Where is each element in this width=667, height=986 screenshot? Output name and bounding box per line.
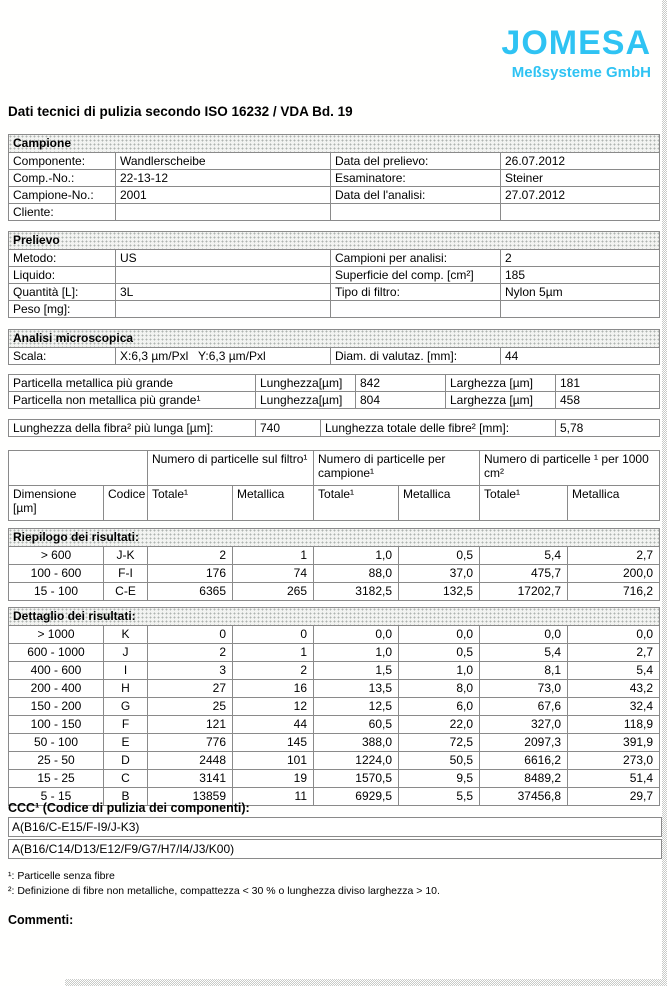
value-cell: 73,0 [480, 680, 568, 698]
value-cell: 0,0 [568, 626, 660, 644]
field-value: 458 [556, 392, 660, 409]
table-row [9, 770, 660, 788]
field-label: Data del prelievo: [331, 153, 501, 170]
prelievo-table [8, 231, 660, 318]
table-row [9, 170, 660, 187]
value-cell: 200,0 [568, 565, 660, 583]
value-cell: 29,7 [568, 788, 660, 806]
table-row [9, 301, 660, 318]
group-header-per-1000cm2: Numero di particelle ¹ per 1000 cm² [480, 451, 660, 486]
field-value: 3L [116, 284, 331, 301]
value-cell: 121 [148, 716, 233, 734]
logo-subtitle-text: Meßsysteme GmbH [511, 63, 651, 81]
table-row [9, 752, 660, 770]
code-cell: J-K [104, 547, 148, 565]
value-cell: 265 [233, 583, 314, 601]
field-value: 27.07.2012 [501, 187, 660, 204]
value-cell: 475,7 [480, 565, 568, 583]
section-header-campione: Campione [9, 135, 660, 153]
code-cell: I [104, 662, 148, 680]
value-cell: 9,5 [399, 770, 480, 788]
table-row [9, 680, 660, 698]
field-value: 2 [501, 250, 660, 267]
dimension-cell: 200 - 400 [9, 680, 104, 698]
value-cell: 74 [233, 565, 314, 583]
vertical-scrollbar-track[interactable] [662, 0, 667, 986]
field-label: Lunghezza[µm] [256, 392, 356, 409]
table-row [9, 565, 660, 583]
section-header-row [9, 330, 660, 348]
ccc-header: CCC¹ (Codice di pulizia dei componenti): [8, 801, 250, 815]
value-cell: 32,4 [568, 698, 660, 716]
blank-header-cell [9, 451, 148, 486]
field-value: Nylon 5µm [501, 284, 660, 301]
value-cell: 37456,8 [480, 788, 568, 806]
value-cell: 2,7 [568, 547, 660, 565]
dimension-cell: > 1000 [9, 626, 104, 644]
table-row [9, 716, 660, 734]
value-cell: 17202,7 [480, 583, 568, 601]
field-value: 842 [356, 375, 446, 392]
value-cell: 176 [148, 565, 233, 583]
table-row [9, 284, 660, 301]
column-header-total: Totale¹ [148, 486, 233, 521]
value-cell: 50,5 [399, 752, 480, 770]
value-cell: 16 [233, 680, 314, 698]
field-value: 740 [256, 420, 321, 437]
value-cell: 132,5 [399, 583, 480, 601]
section-header-riepilogo: Riepilogo dei risultati: [9, 529, 660, 547]
column-header-metallic: Metallica [399, 486, 480, 521]
value-cell: 273,0 [568, 752, 660, 770]
field-label: Larghezza [µm] [446, 392, 556, 409]
dimension-cell: 400 - 600 [9, 662, 104, 680]
field-label: Tipo di filtro: [331, 284, 501, 301]
value-cell: 1570,5 [314, 770, 399, 788]
value-cell: 1,0 [399, 662, 480, 680]
table-row [9, 644, 660, 662]
code-cell: F-I [104, 565, 148, 583]
dimension-cell: 100 - 600 [9, 565, 104, 583]
code-cell: H [104, 680, 148, 698]
field-value [501, 204, 660, 221]
value-cell: 13859 [148, 788, 233, 806]
value-cell: 22,0 [399, 716, 480, 734]
value-cell: 72,5 [399, 734, 480, 752]
value-cell: 2,7 [568, 644, 660, 662]
field-label: Metodo: [9, 250, 116, 267]
value-cell: 5,4 [480, 547, 568, 565]
field-value [116, 267, 331, 284]
value-cell: 88,0 [314, 565, 399, 583]
field-label: Superficie del comp. [cm²] [331, 267, 501, 284]
table-row [9, 250, 660, 267]
field-label: Diam. di valutaz. [mm]: [331, 348, 501, 365]
comments-label: Commenti: [8, 913, 74, 927]
value-cell: 1224,0 [314, 752, 399, 770]
value-cell: 1,0 [314, 547, 399, 565]
field-value: 44 [501, 348, 660, 365]
value-cell: 3 [148, 662, 233, 680]
value-cell: 1 [233, 547, 314, 565]
section-header-row [9, 529, 660, 547]
code-cell: E [104, 734, 148, 752]
section-header-row [9, 608, 660, 626]
value-cell: 2 [233, 662, 314, 680]
value-cell: 8,1 [480, 662, 568, 680]
value-cell: 51,4 [568, 770, 660, 788]
value-cell: 6616,2 [480, 752, 568, 770]
table-row [9, 392, 660, 409]
value-cell: 1,5 [314, 662, 399, 680]
ccc-code-box: A(B16/C-E15/F-I9/J-K3) [8, 817, 662, 837]
field-value: 26.07.2012 [501, 153, 660, 170]
code-cell: B [104, 788, 148, 806]
analisi-table [8, 329, 660, 365]
table-row [9, 375, 660, 392]
field-label: Quantità [L]: [9, 284, 116, 301]
value-cell: 12 [233, 698, 314, 716]
value-cell: 2448 [148, 752, 233, 770]
field-label: Scala: [9, 348, 116, 365]
code-cell: J [104, 644, 148, 662]
field-label: Campione-No.: [9, 187, 116, 204]
field-label: Campioni per analisi: [331, 250, 501, 267]
value-cell: 2097,3 [480, 734, 568, 752]
section-header-row [9, 232, 660, 250]
ccc-code-box: A(B16/C14/D13/E12/F9/G7/H7/I4/J3/K00) [8, 839, 662, 859]
value-cell: 8489,2 [480, 770, 568, 788]
code-cell: C [104, 770, 148, 788]
dimension-cell: > 600 [9, 547, 104, 565]
value-cell: 25 [148, 698, 233, 716]
value-cell: 5,4 [480, 644, 568, 662]
dettaglio-table [8, 607, 660, 806]
value-cell: 0,5 [399, 644, 480, 662]
value-cell: 67,6 [480, 698, 568, 716]
table-row [9, 420, 660, 437]
ccc-section [8, 801, 659, 859]
dimension-cell: 150 - 200 [9, 698, 104, 716]
value-cell: 43,2 [568, 680, 660, 698]
code-cell: F [104, 716, 148, 734]
table-row [9, 348, 660, 365]
field-label: Lunghezza[µm] [256, 375, 356, 392]
value-cell: 12,5 [314, 698, 399, 716]
code-cell: G [104, 698, 148, 716]
footnote-2: ²: Definizione di fibre non metalliche, compattezza < 30 % o lunghezza diviso larghezza > 10. [8, 885, 440, 897]
table-row [9, 626, 660, 644]
value-cell: 0,0 [399, 626, 480, 644]
value-cell: 19 [233, 770, 314, 788]
section-header-analisi: Analisi microscopica [9, 330, 660, 348]
dimension-cell: 25 - 50 [9, 752, 104, 770]
logo-jomesa-text: JOMESA [501, 24, 651, 62]
dimension-cell: 50 - 100 [9, 734, 104, 752]
value-cell: 0,0 [480, 626, 568, 644]
table-row [9, 187, 660, 204]
value-cell: 8,0 [399, 680, 480, 698]
largest-particle-table [8, 374, 660, 409]
footnote-1: ¹: Particelle senza fibre [8, 870, 115, 882]
field-label: Cliente: [9, 204, 116, 221]
value-cell: 101 [233, 752, 314, 770]
column-header-row [9, 486, 660, 521]
value-cell: 6,0 [399, 698, 480, 716]
field-value: Steiner [501, 170, 660, 187]
value-cell: 2 [148, 547, 233, 565]
value-cell: 44 [233, 716, 314, 734]
section-header-prelievo: Prelievo [9, 232, 660, 250]
column-header-total: Totale¹ [480, 486, 568, 521]
field-value [501, 301, 660, 318]
field-label: Peso [mg]: [9, 301, 116, 318]
value-cell: 327,0 [480, 716, 568, 734]
campione-table [8, 134, 660, 221]
value-cell: 13,5 [314, 680, 399, 698]
code-cell: K [104, 626, 148, 644]
footnotes [8, 869, 659, 899]
field-label: Liquido: [9, 267, 116, 284]
table-row [9, 734, 660, 752]
field-value [116, 204, 331, 221]
field-label [331, 204, 501, 221]
value-cell: 118,9 [568, 716, 660, 734]
value-cell: 0 [233, 626, 314, 644]
column-header-total: Totale¹ [314, 486, 399, 521]
dimension-cell: 100 - 150 [9, 716, 104, 734]
value-cell: 5,4 [568, 662, 660, 680]
value-cell: 716,2 [568, 583, 660, 601]
value-cell: 60,5 [314, 716, 399, 734]
field-value: 185 [501, 267, 660, 284]
table-row [9, 547, 660, 565]
field-value: 181 [556, 375, 660, 392]
fiber-table [8, 419, 660, 437]
group-header-sample: Numero di particelle per campione¹ [314, 451, 480, 486]
column-header-dimension: Dimensione [µm] [9, 486, 104, 521]
table-row [9, 698, 660, 716]
column-header-metallic: Metallica [233, 486, 314, 521]
riepilogo-table [8, 528, 660, 601]
field-value: 804 [356, 392, 446, 409]
field-label: Componente: [9, 153, 116, 170]
field-value: 5,78 [556, 420, 660, 437]
field-label [331, 301, 501, 318]
field-label: Comp.-No.: [9, 170, 116, 187]
field-label: Larghezza [µm] [446, 375, 556, 392]
value-cell: 145 [233, 734, 314, 752]
value-cell: 1 [233, 644, 314, 662]
page-title: Dati tecnici di pulizia secondo ISO 16232 / VDA Bd. 19 [8, 104, 353, 119]
field-label: Data del l'analisi: [331, 187, 501, 204]
column-header-metallic: Metallica [568, 486, 660, 521]
company-logo [501, 26, 651, 80]
code-cell: C-E [104, 583, 148, 601]
field-value: 2001 [116, 187, 331, 204]
horizontal-scrollbar-track[interactable] [65, 979, 662, 986]
value-cell: 0 [148, 626, 233, 644]
table-row [9, 204, 660, 221]
field-label: Esaminatore: [331, 170, 501, 187]
field-label: Particella non metallica più grande¹ [9, 392, 256, 409]
value-cell: 11 [233, 788, 314, 806]
field-label: Lunghezza totale delle fibre² [mm]: [321, 420, 556, 437]
table-row [9, 267, 660, 284]
field-value: US [116, 250, 331, 267]
value-cell: 5,5 [399, 788, 480, 806]
value-cell: 27 [148, 680, 233, 698]
value-cell: 0,5 [399, 547, 480, 565]
value-cell: 3182,5 [314, 583, 399, 601]
value-cell: 3141 [148, 770, 233, 788]
value-cell: 0,0 [314, 626, 399, 644]
group-header-filter: Numero di particelle sul filtro¹ [148, 451, 314, 486]
value-cell: 6365 [148, 583, 233, 601]
table-row [9, 662, 660, 680]
code-cell: D [104, 752, 148, 770]
table-row [9, 583, 660, 601]
value-cell: 1,0 [314, 644, 399, 662]
value-cell: 6929,5 [314, 788, 399, 806]
field-value: 22-13-12 [116, 170, 331, 187]
field-label: Particella metallica più grande [9, 375, 256, 392]
results-header-table [8, 450, 660, 521]
dimension-cell: 5 - 15 [9, 788, 104, 806]
table-row [9, 153, 660, 170]
section-header-dettaglio: Dettaglio dei risultati: [9, 608, 660, 626]
field-label: Lunghezza della fibra² più lunga [µm]: [9, 420, 256, 437]
value-cell: 391,9 [568, 734, 660, 752]
value-cell: 388,0 [314, 734, 399, 752]
column-header-code: Codice [104, 486, 148, 521]
group-header-row [9, 451, 660, 486]
value-cell: 2 [148, 644, 233, 662]
dimension-cell: 15 - 100 [9, 583, 104, 601]
field-value [116, 301, 331, 318]
section-header-row [9, 135, 660, 153]
value-cell: 37,0 [399, 565, 480, 583]
field-value: Wandlerscheibe [116, 153, 331, 170]
dimension-cell: 15 - 25 [9, 770, 104, 788]
value-cell: 776 [148, 734, 233, 752]
dimension-cell: 600 - 1000 [9, 644, 104, 662]
field-value: X:6,3 µm/Pxl Y:6,3 µm/Pxl [116, 348, 331, 365]
